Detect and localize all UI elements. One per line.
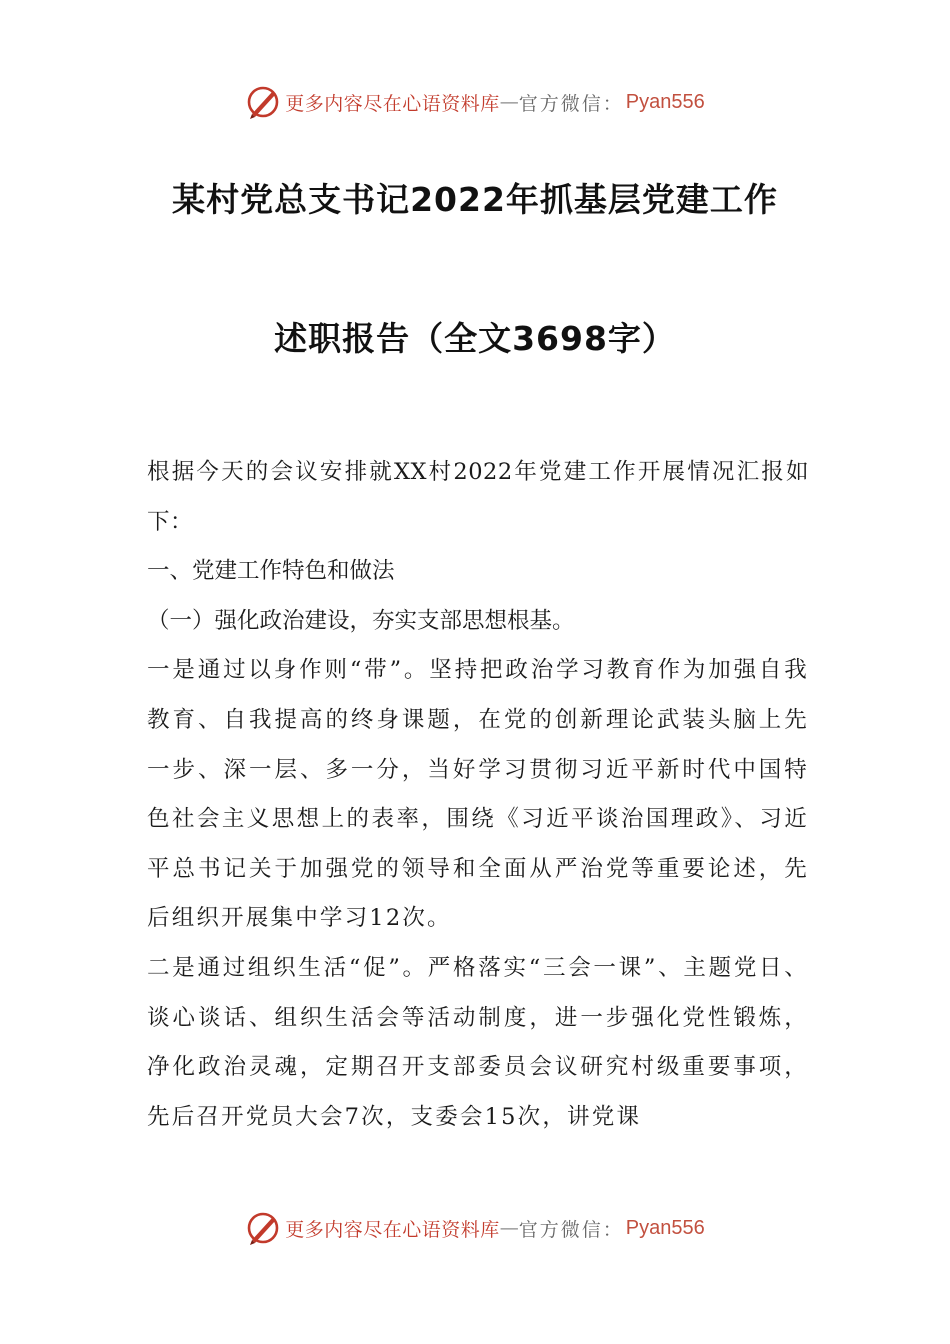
banner-wechat-label: 官方微信： bbox=[518, 1218, 624, 1241]
intro-paragraph: 根据今天的会议安排就XX村2022年党建工作开展情况汇报如下： bbox=[147, 459, 809, 535]
section-heading: 一、党建工作特色和做法 bbox=[147, 558, 395, 585]
banner-wechat-id: Pyan556 bbox=[625, 90, 705, 113]
document-body bbox=[147, 448, 809, 1142]
banner-wechat-id: Pyan556 bbox=[625, 1216, 705, 1239]
document-title-line-2: 述职报告（全文3698字） bbox=[274, 319, 676, 358]
banner-text: 更多内容尽在心语资料库 bbox=[285, 1218, 500, 1241]
footer-watermark-banner bbox=[0, 1208, 950, 1248]
banner-separator: — bbox=[499, 91, 519, 113]
header-watermark-banner bbox=[0, 82, 950, 122]
banner-wechat-label: 官方微信： bbox=[518, 92, 624, 115]
document-title-line-1: 某村党总支书记2022年抓基层党建工作 bbox=[172, 180, 778, 219]
subsection-heading: （一）强化政治建设，夯实支部思想根基。 bbox=[147, 607, 575, 634]
banner-text: 更多内容尽在心语资料库 bbox=[285, 92, 500, 115]
banner-separator: — bbox=[499, 1217, 519, 1239]
pen-ring-icon bbox=[245, 84, 281, 120]
pen-ring-icon bbox=[245, 1210, 281, 1246]
body-paragraph-2: 二是通过组织生活“促”。严格落实“三会一课”、主题党日、谈心谈话、组织生活会等活动制度，进一步强化党性锻炼，净化政治灵魂，定期召开支部委员会议研究村级重要事项，先后召开党员大会7次，支委会15次，讲党课 bbox=[147, 954, 809, 1130]
body-paragraph-1: 一是通过以身作则“带”。坚持把政治学习教育作为加强自我教育、自我提高的终身课题，在党的创新理论武装头脑上先一步、深一层、多一分，当好学习贯彻习近平新时代中国特色社会主义思想上的表率，围绕《习近平谈治国理政》、习近平总书记关于加强党的领导和全面从严治党等重要论述，先后组织开展集中学习12次。 bbox=[147, 657, 809, 932]
